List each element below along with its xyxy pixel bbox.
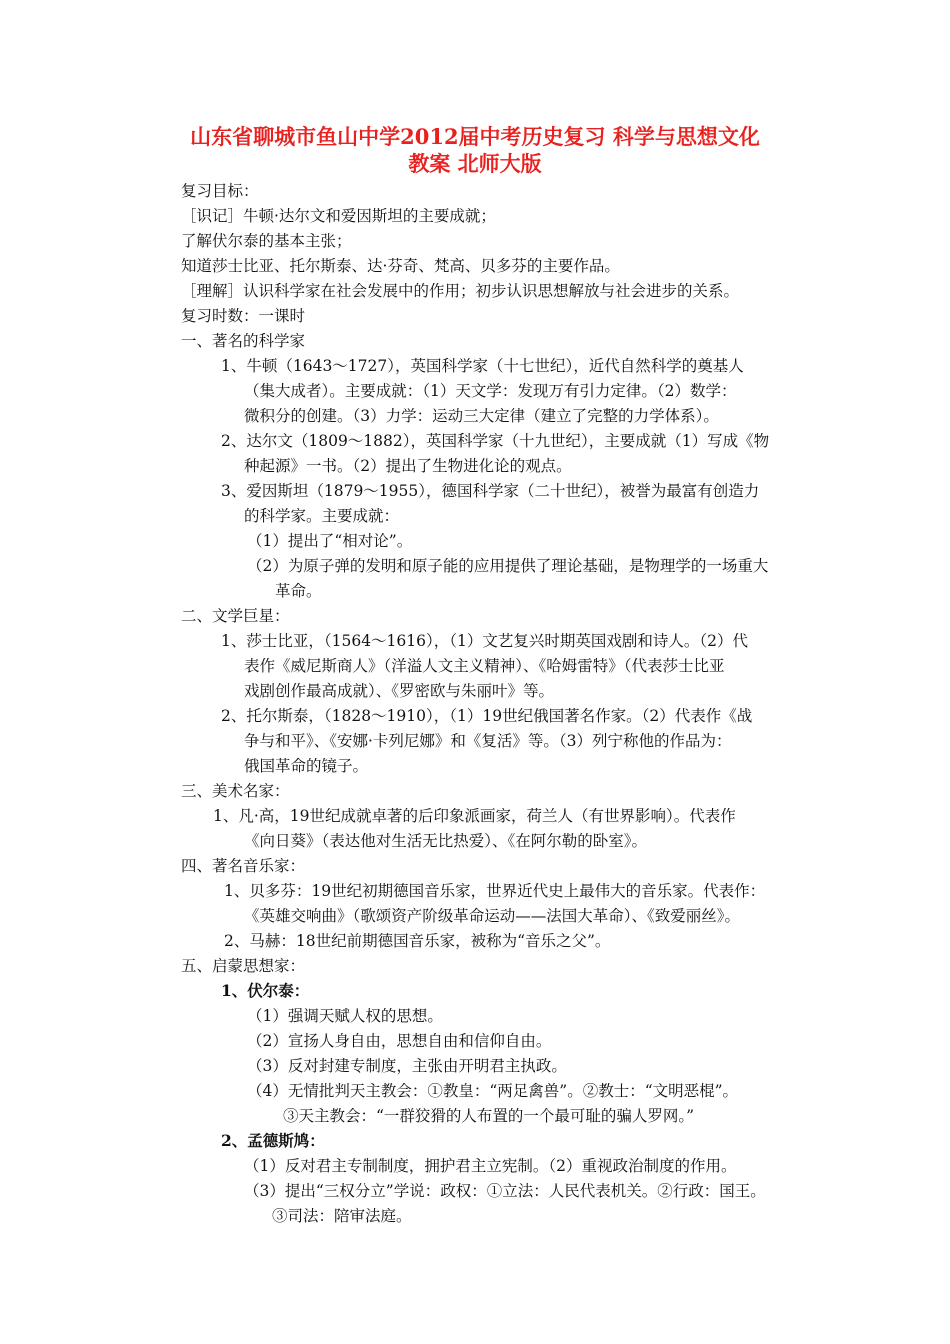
title-line-2: 教案 北师大版 bbox=[408, 151, 542, 176]
section-heading: 五、启蒙思想家： bbox=[181, 957, 306, 975]
text-line: 《英雄交响曲》（歌颂资产阶级革命运动——法国大革命）、《致爱丽丝》。 bbox=[244, 907, 741, 925]
text-line: （3）提出“三权分立”学说：政权：①立法：人民代表机关。②行政：国王。 bbox=[244, 1182, 766, 1200]
section-heading: 二、文学巨星： bbox=[181, 607, 290, 625]
text-line: （4）无情批判天主教会：①教皇：“两足禽兽”。②教士：“文明恶棍”。 bbox=[247, 1082, 739, 1100]
title-line-1: 山东省聊城市鱼山中学2012届中考历史复习 科学与思想文化 bbox=[190, 124, 760, 149]
text-line: ③天主教会：“一群狡猾的人布置的一个最可耻的骗人罗网。” bbox=[283, 1107, 695, 1125]
text-line: （1）提出了“相对论”。 bbox=[247, 532, 413, 550]
section-heading: 四、著名音乐家： bbox=[181, 857, 306, 875]
text-line: 复习目标： bbox=[181, 182, 259, 200]
text-line: 1、牛顿（1643～1727），英国科学家（十七世纪），近代自然科学的奠基人 bbox=[221, 357, 744, 375]
text-line: 1、凡·高，19世纪成就卓著的后印象派画家，荷兰人（有世界影响）。代表作 bbox=[213, 807, 736, 825]
text-line: （3）反对封建专制度，主张由开明君主执政。 bbox=[247, 1057, 567, 1075]
text-line: 1、贝多芬：19世纪初期德国音乐家，世界近代史上最伟大的音乐家。代表作： bbox=[224, 882, 766, 900]
text-line: 复习时数：一课时 bbox=[181, 307, 306, 325]
text-line: （1）反对君主专制制度，拥护君主立宪制。（2）重视政治制度的作用。 bbox=[244, 1157, 737, 1175]
text-line: 2、马赫：18世纪前期德国音乐家，被称为“音乐之父”。 bbox=[224, 932, 611, 950]
text-line: ［识记］牛顿·达尔文和爱因斯坦的主要成就； bbox=[181, 207, 496, 225]
text-line: （2）宣扬人身自由，思想自由和信仰自由。 bbox=[247, 1032, 552, 1050]
text-line: 革命。 bbox=[275, 582, 322, 600]
text-line: （集大成者）。主要成就：（1）天文学：发现万有引力定律。（2）数学： bbox=[244, 382, 737, 400]
text-line: 种起源》一书。（2）提出了生物进化论的观点。 bbox=[244, 457, 572, 475]
text-line: 争与和平》、《安娜·卡列尼娜》和《复活》等。（3）列宁称他的作品为： bbox=[244, 732, 732, 750]
text-line: 微积分的创建。（3）力学：运动三大定律（建立了完整的力学体系）。 bbox=[244, 407, 719, 425]
text-line: 的科学家。主要成就： bbox=[244, 507, 400, 525]
text-line: 《向日葵》（表达他对生活无比热爱）、《在阿尔勒的卧室》。 bbox=[244, 832, 648, 850]
text-line: 戏剧创作最高成就）、《罗密欧与朱丽叶》等。 bbox=[244, 682, 555, 700]
text-line: 表作《威尼斯商人》（洋溢人文主义精神）、《哈姆雷特》（代表莎士比亚 bbox=[244, 657, 725, 675]
text-line: ③司法：陪审法庭。 bbox=[272, 1207, 412, 1225]
text-line: （1）强调天赋人权的思想。 bbox=[247, 1007, 443, 1025]
text-line: 3、爱因斯坦（1879～1955），德国科学家（二十世纪），被誉为最富有创造力 bbox=[221, 482, 760, 500]
section-heading: 三、美术名家： bbox=[181, 782, 290, 800]
text-line: （2）为原子弹的发明和原子能的应用提供了理论基础，是物理学的一场重大 bbox=[247, 557, 769, 575]
text-line: 2、托尔斯泰，（1828～1910），（1）19世纪俄国著名作家。（2）代表作《战 bbox=[221, 707, 753, 725]
text-line: 2、达尔文（1809～1882），英国科学家（十九世纪），主要成就（1）写成《物 bbox=[221, 432, 770, 450]
document-title bbox=[150, 123, 800, 177]
section-heading: 一、著名的科学家 bbox=[181, 332, 306, 350]
text-line: 了解伏尔泰的基本主张； bbox=[181, 232, 352, 250]
text-line: 1、莎士比亚，（1564～1616），（1）文艺复兴时期英国戏剧和诗人。（2）代 bbox=[221, 632, 748, 650]
text-line: 俄国革命的镜子。 bbox=[244, 757, 369, 775]
text-line: 知道莎士比亚、托尔斯泰、达·芬奇、梵高、贝多芬的主要作品。 bbox=[181, 257, 620, 275]
text-line: ［理解］认识科学家在社会发展中的作用；初步认识思想解放与社会进步的关系。 bbox=[181, 282, 740, 300]
subheading: 2、孟德斯鸠： bbox=[221, 1131, 325, 1150]
subheading: 1、伏尔泰： bbox=[221, 981, 310, 1000]
